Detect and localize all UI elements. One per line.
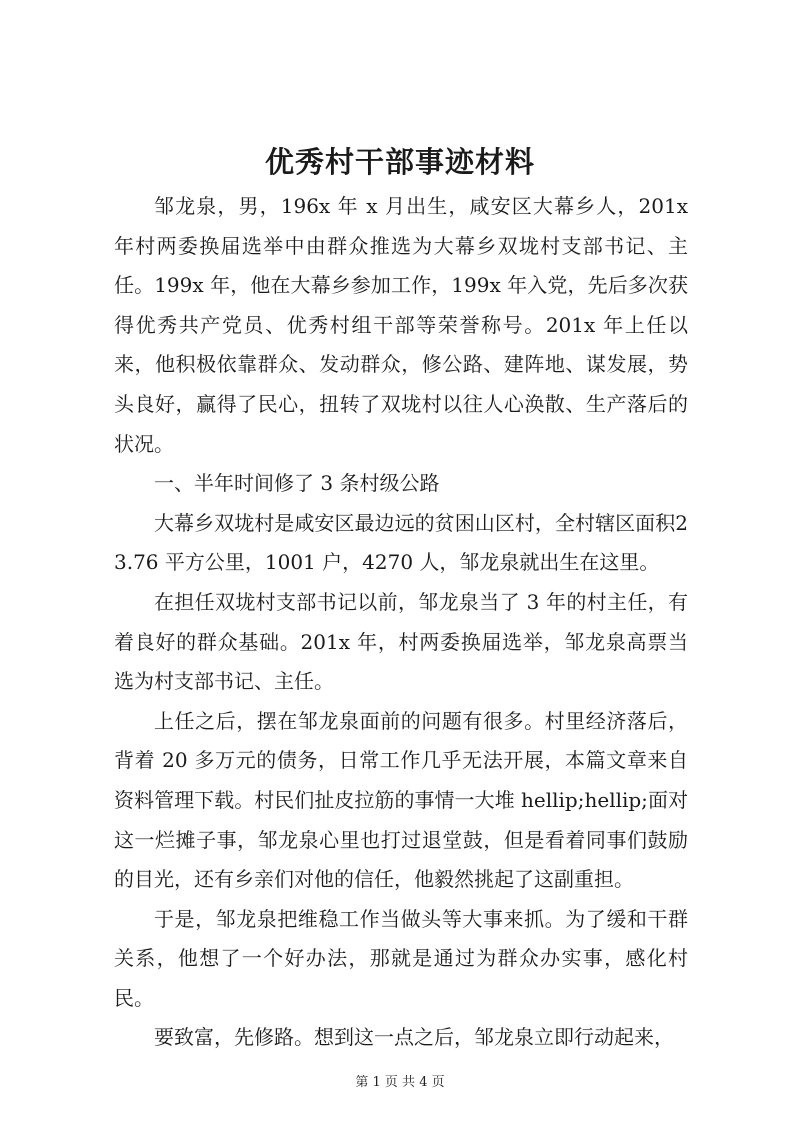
section-heading-roads: 一、半年时间修了 3 条村级公路 — [154, 471, 440, 496]
paragraph-challenges: 上任之后，摆在邹龙泉面前的问题有很多。村里经济落后，背着 20 多万元的债务，日常工作几乎无法开展，本篇文章来自资料管理下载。村民们扯皮拉筋的事情一大堆 hellip;hellip;面对这一烂摊子事，邹龙泉心里也打过退堂鼓，但是看着同事们鼓励的目光，还有乡亲们对他的信任，他毅然挑起了这副重担。 — [114, 708, 688, 892]
paragraph-village-profile: 大幕乡双垅村是咸安区最边远的贫困山区村，全村辖区面积23.76 平方公里，1001 户，4270 人，邹龙泉就出生在这里。 — [114, 510, 688, 575]
page-footer: 第 1 页 共 4 页 — [355, 1075, 445, 1090]
paragraph-intro: 邹龙泉，男，196x 年 x 月出生，咸安区大幕乡人，201x 年村两委换届选举中由群众推选为大幕乡双垅村支部书记、主任。199x 年，他在大幕乡参加工作，199x 年入党，先后多次获得优秀共产党员、优秀村组干部等荣誉称号。201x 年上任以来，他积极依靠群众、发动群众，修公路、建阵地、谋发展，势头良好，赢得了民心，扭转了双垅村以往人心涣散、生产落后的状况。 — [114, 194, 688, 456]
document-body — [114, 187, 688, 1058]
paragraph-build-roads: 要致富，先修路。想到这一点之后，邹龙泉立即行动起来， — [154, 1025, 674, 1050]
paragraph-election: 在担任双垅村支部书记以前，邹龙泉当了 3 年的村主任，有着良好的群众基础。201x 年，村两委换届选举，邹龙泉高票当选为村支部书记、主任。 — [114, 589, 688, 694]
paragraph-stability: 于是，邹龙泉把维稳工作当做头等大事来抓。为了缓和干群关系，他想了一个好办法，那就是通过为群众办实事，感化村民。 — [114, 906, 688, 1010]
document-title: 优秀村干部事迹材料 — [264, 145, 535, 179]
